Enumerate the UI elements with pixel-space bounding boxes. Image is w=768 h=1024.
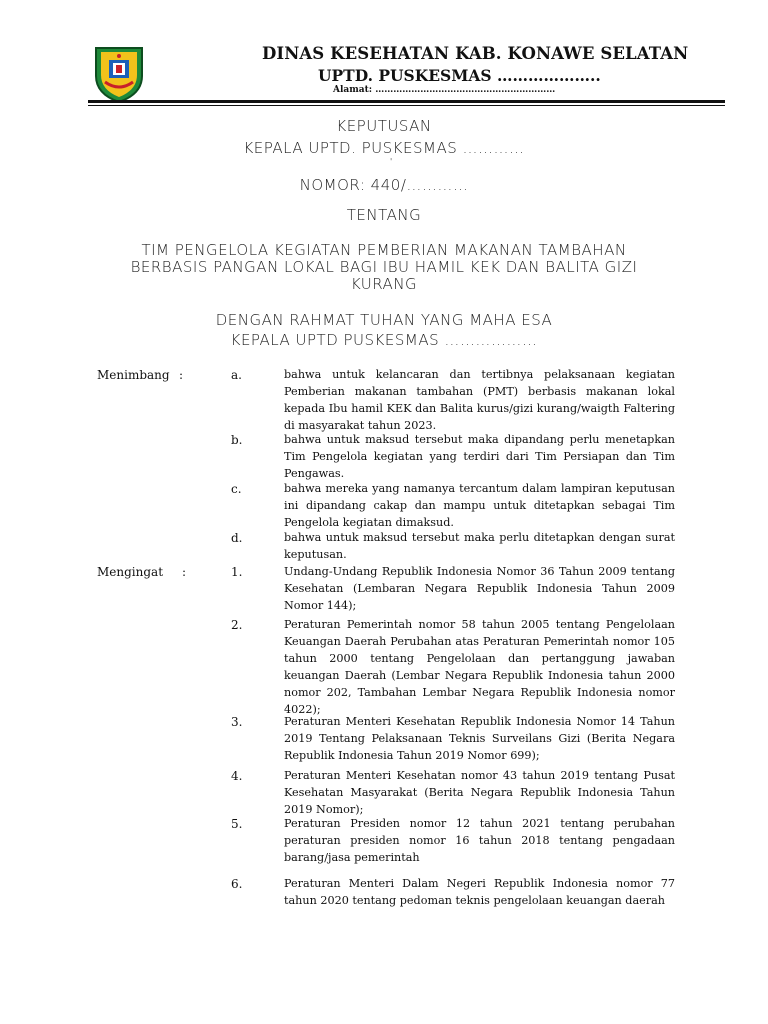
considering-item-text: bahwa untuk maksud tersebut maka dipandang perlu menetapkan Tim Pengelola kegiatan yang terdiri dari Tim Persiapan dan Tim Pengawas. <box>284 433 675 480</box>
recalling-item-mark: 1. <box>231 565 243 579</box>
letterhead-agency: DINAS KESEHATAN KAB. KONAWE SELATAN <box>262 44 689 63</box>
letterhead-address: Alamat: …………………………………………………… <box>333 85 556 95</box>
recalling-colon: : <box>182 565 187 579</box>
considering-item-mark: d. <box>231 531 243 545</box>
regency-emblem-logo <box>88 42 150 104</box>
decree-title-line-2: BERBASIS PANGAN LOKAL BAGI IBU HAMIL KEK DAN BALITA GIZI <box>130 258 638 276</box>
considering-colon: : <box>179 368 184 382</box>
about-label: TENTANG <box>346 206 422 224</box>
grace-phrase: DENGAN RAHMAT TUHAN YANG MAHA ESA <box>215 311 553 329</box>
recalling-item-text: Peraturan Menteri Kesehatan Republik Indonesia Nomor 14 Tahun 2019 Tentang Pelaksanaan Teknis Surveilans Gizi (Berita Negara Republik Indonesia Tahun 2019 Nomor 699); <box>284 715 675 762</box>
considering-item-text: bahwa untuk kelancaran dan tertibnya pelaksanaan kegiatan Pemberian makanan tambahan (PMT) berbasis makanan lokal kepada Ibu hamil KEK dan Balita kurus/gizi kurang/waigth Faltering di masyarakat tahun 2023. <box>284 368 675 432</box>
decree-number: NOMOR: 440/………… <box>299 176 469 194</box>
recalling-item-text: Peraturan Menteri Kesehatan nomor 43 tahun 2019 tentang Pusat Kesehatan Masyarakat (Berita Negara Republik Indonesia Tahun 2019 Nomor); <box>284 769 675 816</box>
decree-issuer: KEPALA UPTD. PUSKESMAS ………… <box>243 139 525 157</box>
recalling-item-mark: 2. <box>231 618 243 632</box>
recalling-item-mark: 4. <box>231 769 243 783</box>
recalling-item-mark: 5. <box>231 817 243 831</box>
recalling-item-text: Peraturan Presiden nomor 12 tahun 2021 tentang perubahan peraturan presiden nomor 16 tahun 2018 tentang pengadaan barang/jasa pemerintah <box>284 817 675 864</box>
considering-item-mark: c. <box>231 482 242 496</box>
decree-title-line-3: KURANG <box>350 275 418 293</box>
stray-mark: ' <box>390 157 393 166</box>
recalling-item-text: Undang-Undang Republik Indonesia Nomor 36 Tahun 2009 tentang Kesehatan (Lembaran Negara Republik Indonesia Tahun 2009 Nomor 144); <box>284 565 675 612</box>
letterhead-unit: UPTD. PUSKESMAS ……………….. <box>318 66 601 85</box>
considering-item-mark: a. <box>231 368 242 382</box>
letterhead-rule-thick <box>88 100 725 103</box>
recalling-item-text: Peraturan Pemerintah nomor 58 tahun 2005 tentang Pengelolaan Keuangan Daerah Perubahan atas Peraturan Pemerintah nomor 105 tahun 2000 tentang Pengelolaan dan pertanggung jawaban keuangan Daerah (Lembar Negara Republik Indonesia tahun 2000 nomor 202, Tambahan Lembar Negara Republik Indonesia nomor 4022); <box>284 618 675 716</box>
recalling-label: Mengingat <box>97 565 164 579</box>
issuer-signature-title: KEPALA UPTD PUSKESMAS ……………… <box>230 331 538 349</box>
considering-label: Menimbang <box>97 368 170 382</box>
decree-title-line-1: TIM PENGELOLA KEGIATAN PEMBERIAN MAKANAN TAMBAHAN <box>141 241 627 259</box>
letterhead-rule-thin <box>88 105 725 106</box>
considering-item-mark: b. <box>231 433 243 447</box>
recalling-item-mark: 3. <box>231 715 243 729</box>
decree-label: KEPUTUSAN <box>336 117 432 135</box>
considering-item-text: bahwa untuk maksud tersebut maka perlu ditetapkan dengan surat keputusan. <box>284 531 675 561</box>
recalling-item-mark: 6. <box>231 877 243 891</box>
considering-item-text: bahwa mereka yang namanya tercantum dalam lampiran keputusan ini dipandang cakap dan mampu untuk ditetapkan sebagai Tim Pengelola kegiatan dimaksud. <box>284 482 675 529</box>
recalling-item-text: Peraturan Menteri Dalam Negeri Republik Indonesia nomor 77 tahun 2020 tentang pedoman teknis pengelolaan keuangan daerah <box>284 877 675 907</box>
